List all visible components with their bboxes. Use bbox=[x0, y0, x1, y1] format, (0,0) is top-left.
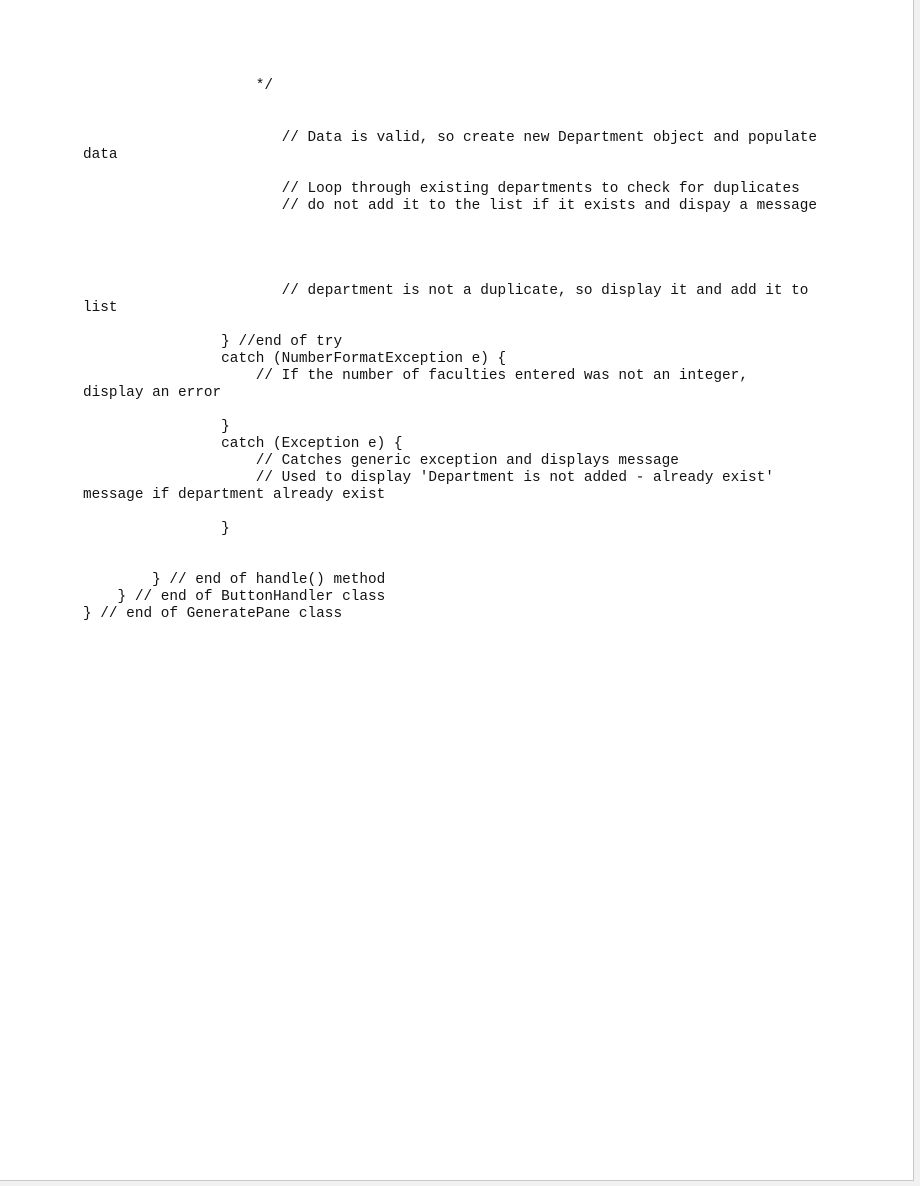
code-line: } bbox=[83, 521, 230, 537]
code-line: // department is not a duplicate, so display it and add it to bbox=[83, 283, 809, 299]
code-line: // If the number of faculties entered was not an integer, bbox=[83, 368, 748, 384]
code-line: // Catches generic exception and displays message bbox=[83, 453, 679, 469]
code-line: catch (Exception e) { bbox=[83, 436, 403, 452]
code-line: catch (NumberFormatException e) { bbox=[83, 351, 507, 367]
code-line: } // end of handle() method bbox=[83, 572, 386, 588]
code-line: // Loop through existing departments to check for duplicates bbox=[83, 181, 800, 197]
code-line: // do not add it to the list if it exists and dispay a message bbox=[83, 198, 818, 214]
code-line: */ bbox=[83, 78, 273, 94]
code-line: // Data is valid, so create new Department object and populate bbox=[83, 130, 818, 146]
code-line: } bbox=[83, 419, 230, 435]
code-line: display an error bbox=[83, 385, 222, 401]
code-line: } // end of ButtonHandler class bbox=[83, 589, 386, 605]
code-line: } // end of GeneratePane class bbox=[83, 606, 343, 622]
code-line: // Used to display 'Department is not added - already exist' bbox=[83, 470, 774, 486]
code-line: message if department already exist bbox=[83, 487, 386, 503]
code-line: data bbox=[83, 147, 118, 163]
code-line: } //end of try bbox=[83, 334, 343, 350]
code-line: list bbox=[83, 300, 118, 316]
